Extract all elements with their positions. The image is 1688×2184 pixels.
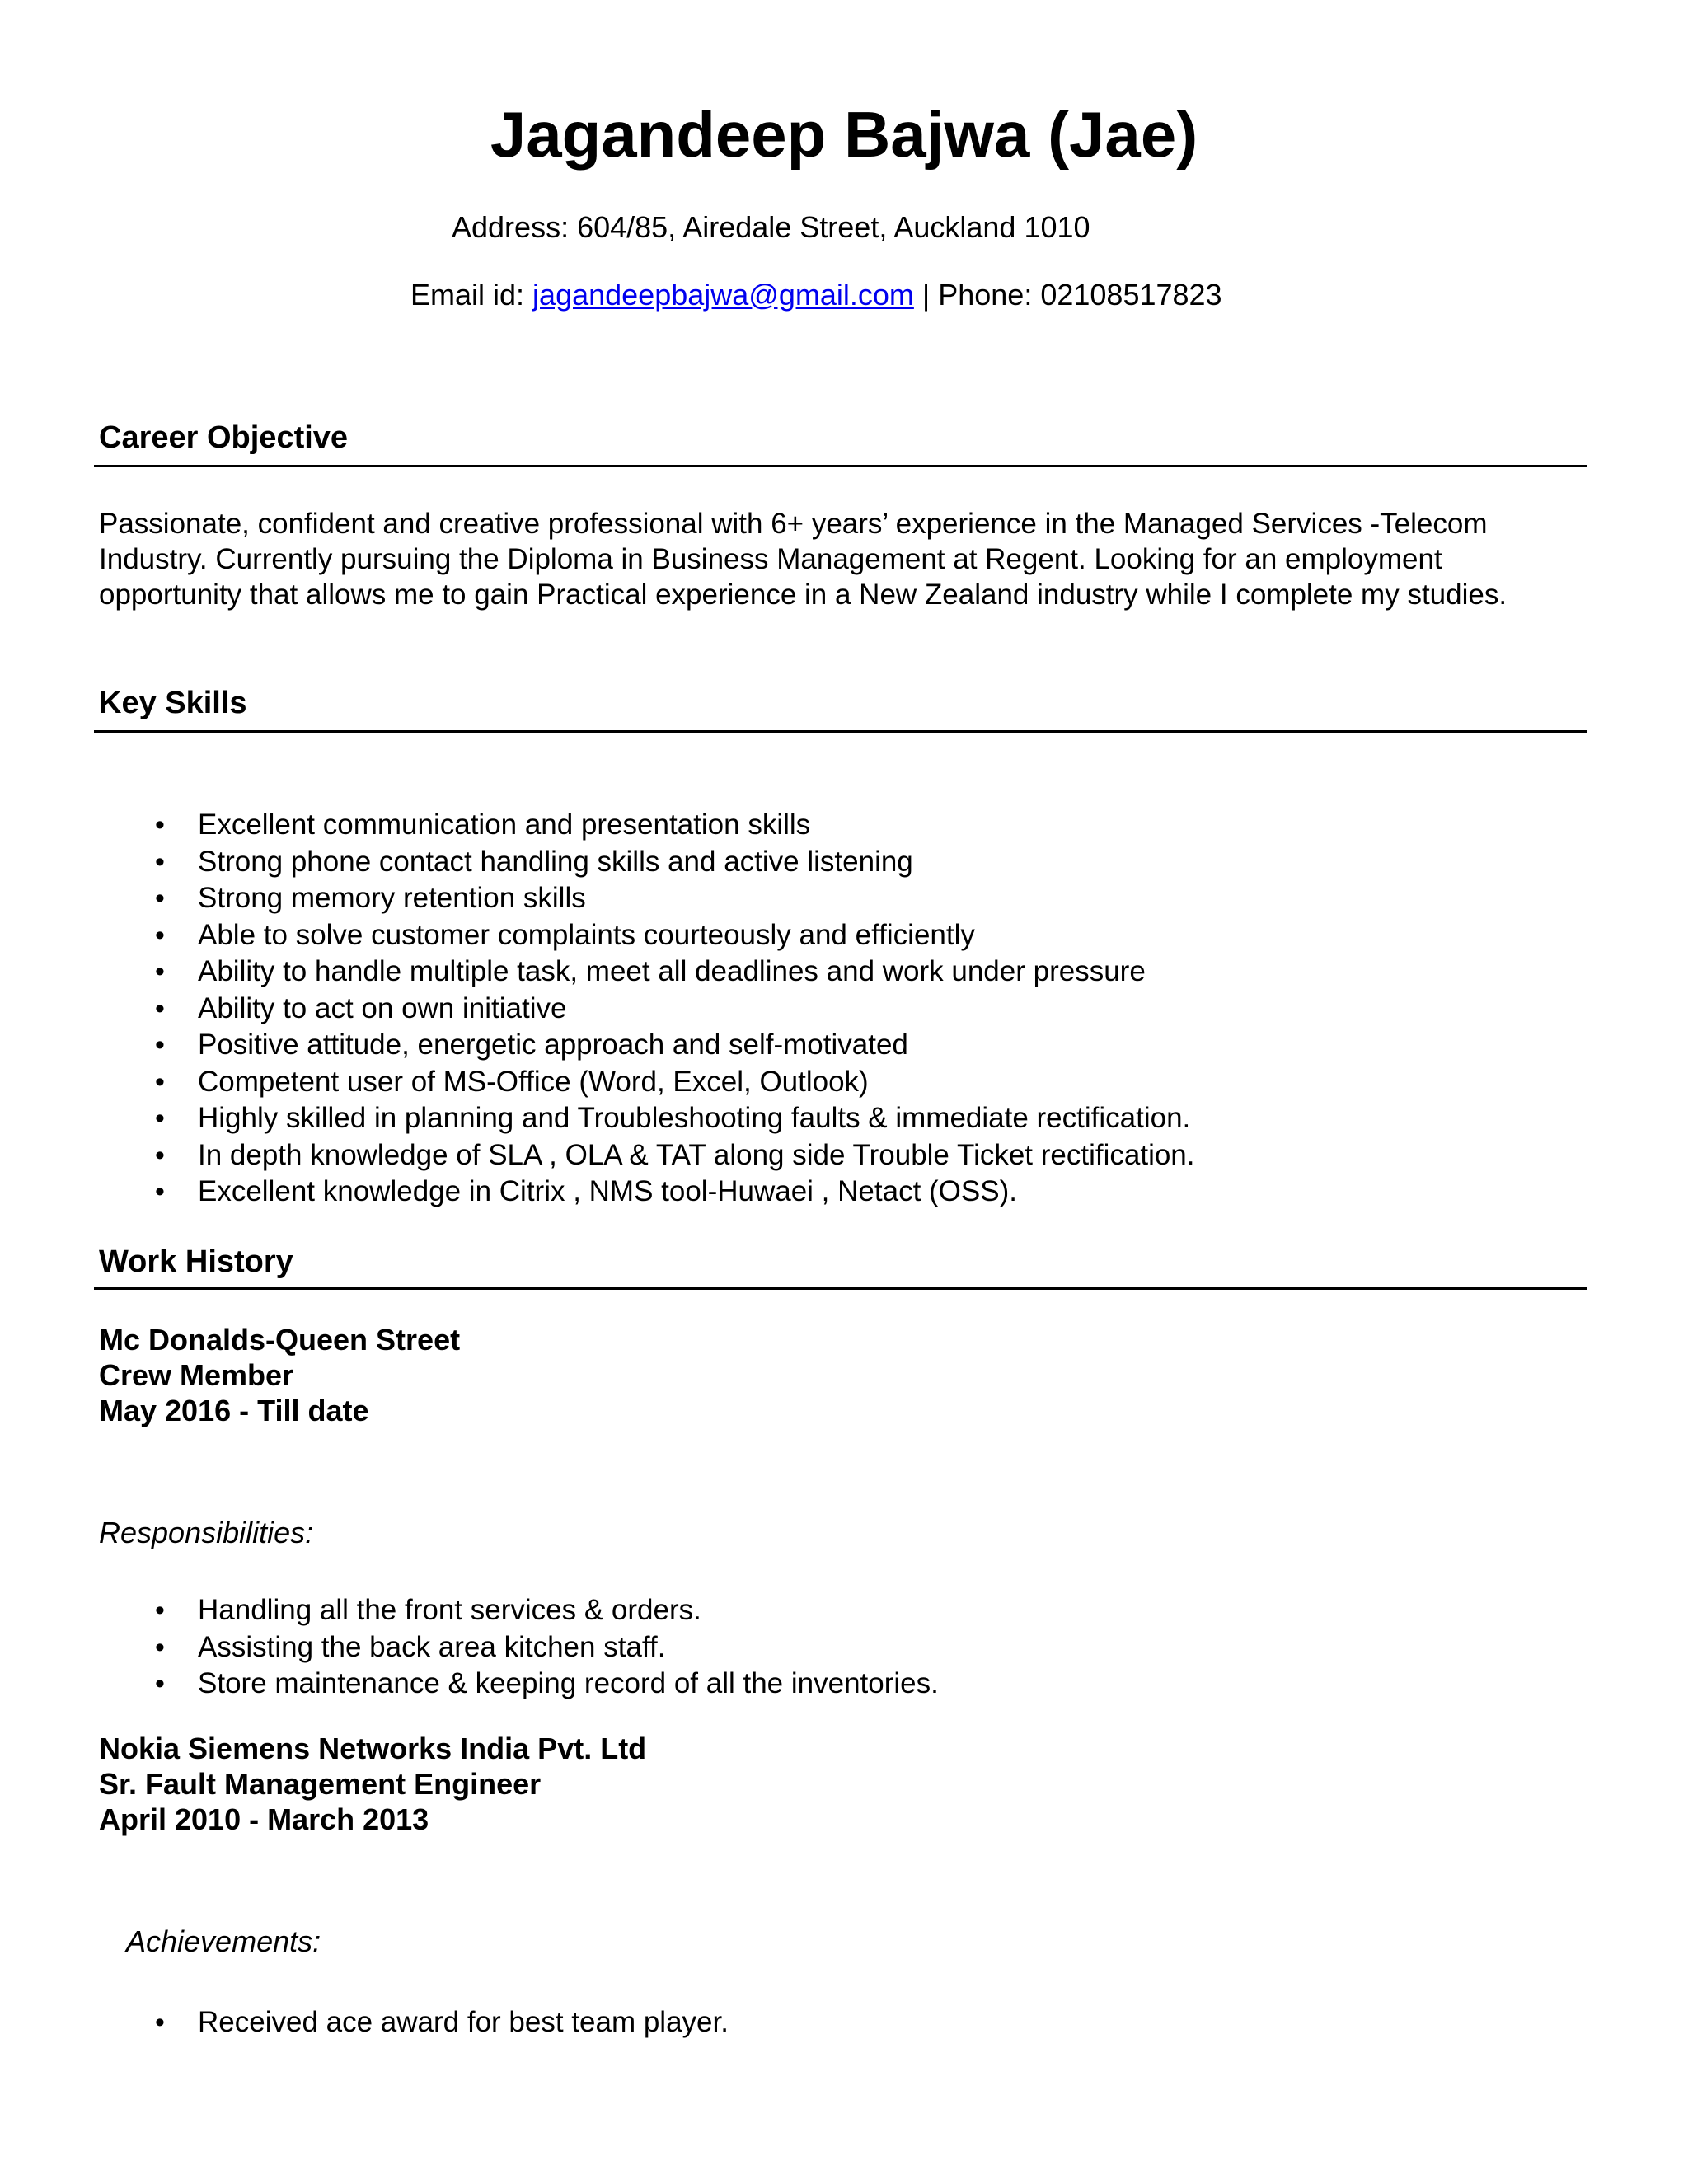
bullet-icon: • xyxy=(155,956,165,987)
list-item xyxy=(0,1137,1195,1174)
skill-text: Able to solve customer complaints courteously and efficiently xyxy=(198,918,975,951)
list-item xyxy=(0,1666,939,1703)
list-item xyxy=(0,991,1195,1028)
contact-line xyxy=(410,277,1222,313)
skill-text: Competent user of MS-Office (Word, Excel, Outlook) xyxy=(198,1065,869,1098)
bullet-icon: • xyxy=(155,992,165,1024)
skill-text: Strong phone contact handling skills and active listening xyxy=(198,845,913,878)
bullet-icon: • xyxy=(155,1139,165,1171)
bullet-icon: • xyxy=(155,1668,165,1699)
bullet-icon: • xyxy=(155,1631,165,1663)
list-item xyxy=(0,954,1195,991)
job-company: Mc Donalds-Queen Street xyxy=(99,1323,461,1357)
bullet-icon: • xyxy=(155,1176,165,1207)
objective-line: Industry. Currently pursuing the Diploma in Business Management at Regent. Looking for an employment xyxy=(99,543,1442,575)
job-title: Crew Member xyxy=(99,1358,294,1392)
section-divider xyxy=(94,1287,1587,1290)
responsibility-text: Assisting the back area kitchen staff. xyxy=(198,1630,666,1663)
job-entry-nokia-siemens xyxy=(99,1731,646,1837)
candidate-name: Jagandeep Bajwa (Jae) xyxy=(490,98,1198,171)
list-item xyxy=(0,844,1195,881)
section-heading-work-history: Work History xyxy=(99,1244,293,1279)
bullet-icon: • xyxy=(155,1029,165,1061)
achievements-list xyxy=(0,2004,729,2041)
list-item xyxy=(0,1629,939,1666)
email-label: Email id: xyxy=(410,278,533,312)
section-heading-career-objective: Career Objective xyxy=(99,420,349,455)
bullet-icon: • xyxy=(155,809,165,841)
bullet-icon: • xyxy=(155,1595,165,1626)
objective-line: Passionate, confident and creative professional with 6+ years’ experience in the Managed Services -Telecom xyxy=(99,508,1488,540)
responsibilities-list xyxy=(0,1592,939,1703)
bullet-icon: • xyxy=(155,919,165,951)
list-item xyxy=(0,1027,1195,1064)
bullet-icon: • xyxy=(155,1103,165,1134)
job-entry-mcdonalds xyxy=(99,1322,460,1428)
email-link[interactable]: jagandeepbajwa@gmail.com xyxy=(532,278,914,312)
skill-text: Ability to act on own initiative xyxy=(198,991,567,1024)
skill-text: Strong memory retention skills xyxy=(198,882,586,914)
key-skills-list xyxy=(0,807,1195,1211)
list-item xyxy=(0,880,1195,917)
objective-line: opportunity that allows me to gain Practical experience in a New Zealand industry while I complete my studies. xyxy=(99,579,1507,611)
section-divider xyxy=(94,730,1587,733)
list-item xyxy=(0,1592,939,1629)
list-item xyxy=(0,917,1195,954)
bullet-icon: • xyxy=(155,846,165,878)
skill-text: Excellent communication and presentation skills xyxy=(198,808,811,841)
bullet-icon: • xyxy=(155,2007,165,2038)
job-company: Nokia Siemens Networks India Pvt. Ltd xyxy=(99,1732,647,1765)
career-objective-text xyxy=(99,506,1599,612)
skill-text: Excellent knowledge in Citrix , NMS tool-Huwaei , Netact (OSS). xyxy=(198,1175,1017,1207)
list-item xyxy=(0,1100,1195,1137)
job-dates: April 2010 - March 2013 xyxy=(99,1802,429,1836)
address-line: Address: 604/85, Airedale Street, Auckland 1010 xyxy=(452,210,1090,244)
section-heading-key-skills: Key Skills xyxy=(99,686,247,720)
skill-text: Ability to handle multiple task, meet all deadlines and work under pressure xyxy=(198,955,1146,987)
job-title: Sr. Fault Management Engineer xyxy=(99,1767,542,1801)
skill-text: In depth knowledge of SLA , OLA & TAT along side Trouble Ticket rectification. xyxy=(198,1138,1195,1171)
skill-text: Highly skilled in planning and Troubleshooting faults & immediate rectification. xyxy=(198,1102,1191,1134)
section-divider xyxy=(94,465,1587,467)
skill-text: Positive attitude, energetic approach and self-motivated xyxy=(198,1029,908,1061)
job-dates: May 2016 - Till date xyxy=(99,1394,369,1427)
list-item xyxy=(0,2004,729,2041)
responsibilities-label: Responsibilities: xyxy=(99,1516,314,1549)
list-item xyxy=(0,1174,1195,1211)
list-item xyxy=(0,807,1195,844)
responsibility-text: Handling all the front services & orders. xyxy=(198,1594,701,1626)
responsibility-text: Store maintenance & keeping record of all the inventories. xyxy=(198,1667,939,1699)
phone-text: | Phone: 02108517823 xyxy=(913,278,1222,312)
achievement-text: Received ace award for best team player. xyxy=(198,2006,729,2038)
bullet-icon: • xyxy=(155,1066,165,1098)
achievements-label: Achievements: xyxy=(126,1924,321,1958)
bullet-icon: • xyxy=(155,883,165,914)
list-item xyxy=(0,1064,1195,1101)
